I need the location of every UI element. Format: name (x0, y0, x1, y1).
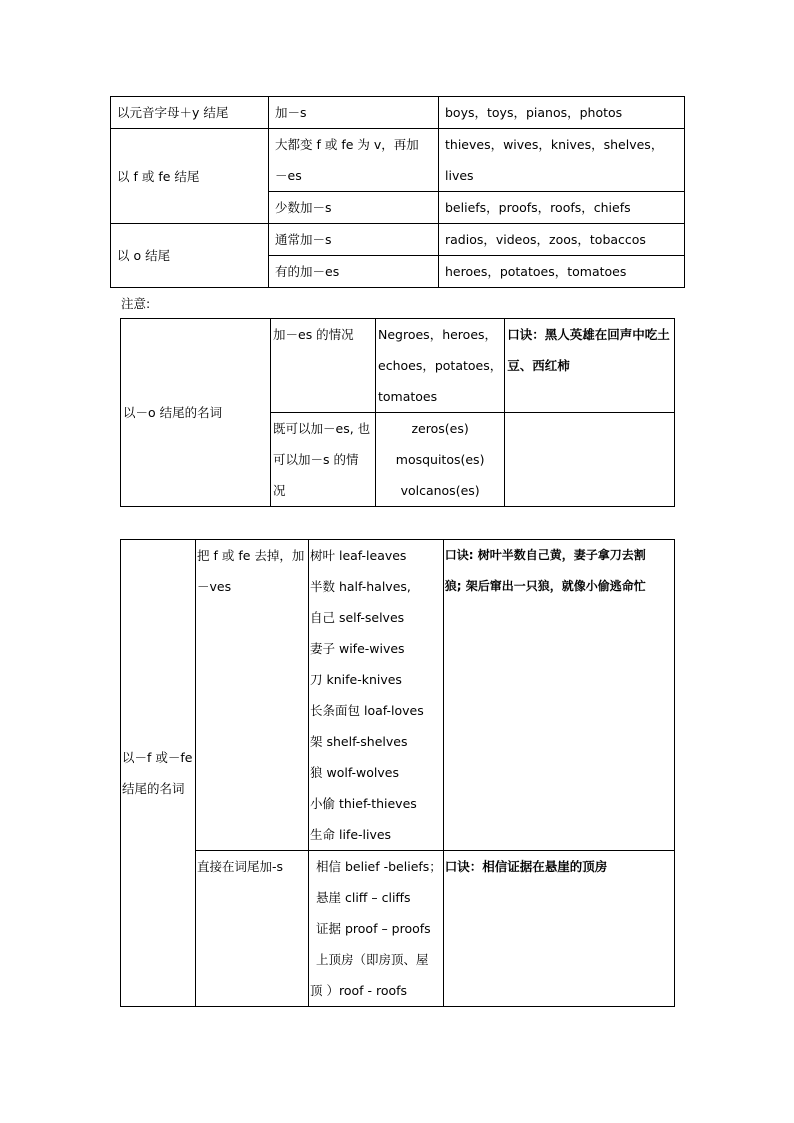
mnemonic-line: 口诀：黑人英雄在回声中吃土 (507, 327, 670, 342)
example-line: Negroes，heroes， (378, 327, 498, 342)
example-line: 自己 self-selves (310, 610, 405, 625)
examples-cell: boys，toys，pianos，photos (439, 97, 685, 129)
examples-cell: thieves，wives，knives，shelves，lives (439, 129, 685, 192)
table-row (121, 851, 675, 1007)
rule-cell (196, 540, 309, 851)
rule-line: 大都变 f 或 fe 为 v，再加 (275, 137, 419, 152)
table-row (111, 224, 685, 256)
examples-cell: heroes，potatoes，tomatoes (439, 256, 685, 288)
example-line: tomatoes (378, 389, 438, 404)
example-line: 长条面包 loaf-loves (310, 703, 424, 718)
example-line: 悬崖 cliff – cliffs (316, 890, 411, 905)
example-line: 妻子 wife-wives (310, 641, 405, 656)
example-line: 狼 wolf-wolves (310, 765, 399, 780)
category-cell: 以元音字母＋y 结尾 (111, 97, 269, 129)
mnemonic-cell (505, 319, 675, 413)
example-line: zeros(es) (411, 421, 469, 436)
mnemonic-line: 豆、西红柿 (507, 358, 570, 373)
case-cell: 加－es 的情况 (271, 319, 376, 413)
example-line: 半数 half-halves, (310, 579, 411, 594)
table-row (121, 319, 675, 413)
category-cell: 以－o 结尾的名词 (121, 319, 271, 507)
case-line: 既可以加－es, 也 (273, 421, 371, 436)
rule-cell: 少数加－s (269, 192, 439, 224)
category-line: 以－f 或－fe (122, 750, 193, 765)
example-line: 证据 proof – proofs (316, 921, 431, 936)
mnemonic-line: 狼; 架后窜出一只狼，就像小偷逃命忙 (444, 579, 646, 593)
example-line: 生命 life-lives (310, 827, 392, 842)
example-line: mosquitos(es) (395, 452, 485, 467)
case-line: 况 (273, 483, 286, 498)
example-line: volcanos(es) (400, 483, 480, 498)
example-line: echoes，potatoes， (378, 358, 503, 373)
example-line: 上顶房（即房顶、屋 (316, 952, 429, 967)
mnemonic-line: 口诀: 树叶半数自己黄，妻子拿刀去割 (444, 548, 646, 562)
example-line: 架 shelf-shelves (310, 734, 408, 749)
f-fe-ending-table (120, 539, 675, 1007)
mnemonic-cell: 口诀：相信证据在悬崖的顶房 (443, 851, 674, 1007)
example-line: 相信 belief -beliefs； (316, 859, 442, 874)
rule-line: －es (275, 168, 302, 183)
category-cell (121, 540, 196, 1007)
rule-cell: 通常加－s (269, 224, 439, 256)
table-row (111, 97, 685, 129)
note-label: 注意: (121, 296, 151, 311)
case-line: 可以加－s 的情 (273, 452, 359, 467)
category-cell: 以 o 结尾 (111, 224, 269, 288)
rule-cell (269, 129, 439, 192)
rule-line: 把 f 或 fe 去掉，加 (197, 548, 305, 563)
category-line: 结尾的名词 (122, 781, 185, 796)
rule-cell: 加－s (269, 97, 439, 129)
rule-line: －ves (197, 579, 232, 594)
examples-cell (376, 319, 505, 413)
case-cell (271, 413, 376, 507)
examples-cell: beliefs，proofs，roofs，chiefs (439, 192, 685, 224)
examples-cell (309, 540, 444, 851)
example-line: 树叶 leaf-leaves (310, 548, 407, 563)
table-row (111, 129, 685, 192)
example-line: 小偷 thief-thieves (310, 796, 417, 811)
plural-rules-table (110, 96, 685, 288)
table-row (121, 540, 675, 851)
o-ending-table (120, 318, 675, 507)
examples-cell (376, 413, 505, 507)
example-line: 顶 ）roof - roofs (310, 983, 408, 998)
examples-cell (309, 851, 444, 1007)
category-cell: 以 f 或 fe 结尾 (111, 129, 269, 224)
rule-cell: 直接在词尾加-s (196, 851, 309, 1007)
rule-cell: 有的加－es (269, 256, 439, 288)
example-line: 刀 knife-knives (310, 672, 402, 687)
mnemonic-cell (443, 540, 674, 851)
empty-cell (505, 413, 675, 507)
examples-cell: radios，videos，zoos，tobaccos (439, 224, 685, 256)
